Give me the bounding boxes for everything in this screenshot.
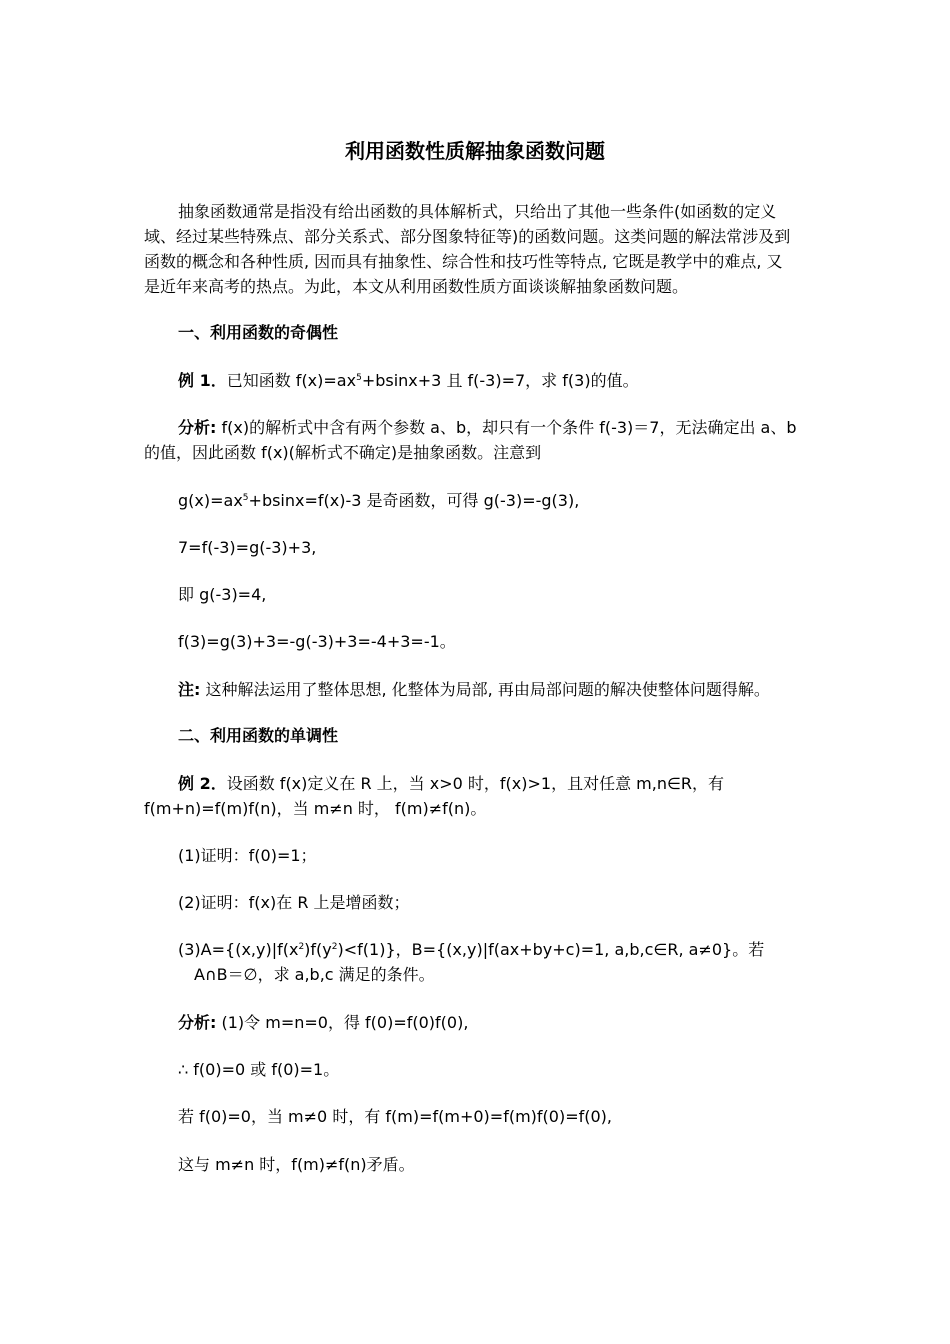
step-3: f(3)=g(3)+3=-g(-3)+3=-4+3=-1。 — [178, 632, 456, 651]
example1-exponent: 5 — [356, 373, 362, 383]
question-1: (1)证明：f(0)=1； — [178, 846, 317, 865]
section1-heading: 一、利用函数的奇偶性 — [178, 323, 339, 342]
question-2: (2)证明：f(x)在 R 上是增函数； — [178, 893, 410, 912]
analysis1-label: 分析: — [178, 418, 217, 437]
analysis1-line-2: 的值，因此函数 f(x)(解析式不确定)是抽象函数。注意到 — [144, 443, 542, 462]
example1-text-b: +bsinx+3 且 f(-3)=7，求 f(3)的值。 — [361, 371, 639, 390]
step-2: 即 g(-3)=4, — [178, 585, 267, 604]
question-3-line-1 — [178, 937, 842, 962]
section2-heading: 二、利用函数的单调性 — [178, 726, 339, 745]
analysis1-text: f(x)的解析式中含有两个参数 a、b，却只有一个条件 f(-3)＝7，无法确定出 a、b — [216, 418, 797, 437]
deduction-line-3: 这与 m≠n 时，f(m)≠f(n)矛盾。 — [178, 1155, 415, 1174]
example1-text-a: 已知函数 f(x)=ax — [226, 371, 357, 390]
note-text: 这种解法运用了整体思想, 化整体为局部, 再由局部问题的解决使整体问题得解。 — [200, 680, 770, 699]
example2-line-2: f(m+n)=f(m)f(n)，当 m≠n 时， f(m)≠f(n)。 — [144, 799, 487, 818]
example1 — [178, 368, 842, 393]
example2-line-1 — [178, 771, 842, 796]
note-label: 注: — [178, 680, 201, 699]
note — [178, 677, 842, 702]
g-text-a: g(x)=ax — [178, 491, 243, 510]
intro-line-1: 抽象函数通常是指没有给出函数的具体解析式，只给出了其他一些条件(如函数的定义 — [178, 202, 777, 221]
g-exponent: 5 — [242, 493, 249, 503]
question-3-line-2: A∩B＝∅，求 a,b,c 满足的条件。 — [194, 965, 435, 984]
q3-text-c: )<f(1)}，B={(x,y)|f(ax+by+c)=1, a,b,c∈R, a≠0}。若 — [337, 940, 765, 959]
intro-line-4: 是近年来高考的热点。为此，本文从利用函数性质方面谈谈解抽象函数问题。 — [144, 277, 689, 296]
analysis2-text: (1)令 m=n=0，得 f(0)=f(0)f(0), — [216, 1013, 469, 1032]
example2-label: 例 2． — [178, 774, 227, 793]
deduction-line-1: ∴ f(0)=0 或 f(0)=1。 — [178, 1060, 340, 1079]
q3-exponent-2: 2 — [331, 942, 338, 952]
q3-text-b: )f(y — [304, 940, 332, 959]
document-title: 利用函数性质解抽象函数问题 — [345, 139, 605, 163]
g-definition — [178, 488, 842, 513]
q3-text-a: (3)A={(x,y)|f(x — [178, 940, 299, 959]
step-1: 7=f(-3)=g(-3)+3, — [178, 538, 317, 557]
example2-text: 设函数 f(x)定义在 R 上，当 x>0 时，f(x)>1，且对任意 m,n∈R，有 — [226, 774, 725, 793]
deduction-line-2: 若 f(0)=0，当 m≠0 时，有 f(m)=f(m+0)=f(m)f(0)=f(0), — [178, 1107, 612, 1126]
intro-line-2: 域、经过某些特殊点、部分关系式、部分图象特征等)的函数问题。这类问题的解法常涉及到 — [144, 227, 791, 246]
analysis2-label: 分析: — [178, 1013, 217, 1032]
q3-exponent-1: 2 — [298, 942, 305, 952]
analysis1-line-1 — [178, 415, 842, 440]
g-text-b: +bsinx=f(x)-3 是奇函数，可得 g(-3)=-g(3), — [248, 491, 580, 510]
example1-label: 例 1． — [178, 371, 227, 390]
analysis2 — [178, 1010, 842, 1035]
intro-line-3: 函数的概念和各种性质, 因而具有抽象性、综合性和技巧性等特点, 它既是教学中的难点, 又 — [144, 252, 783, 271]
